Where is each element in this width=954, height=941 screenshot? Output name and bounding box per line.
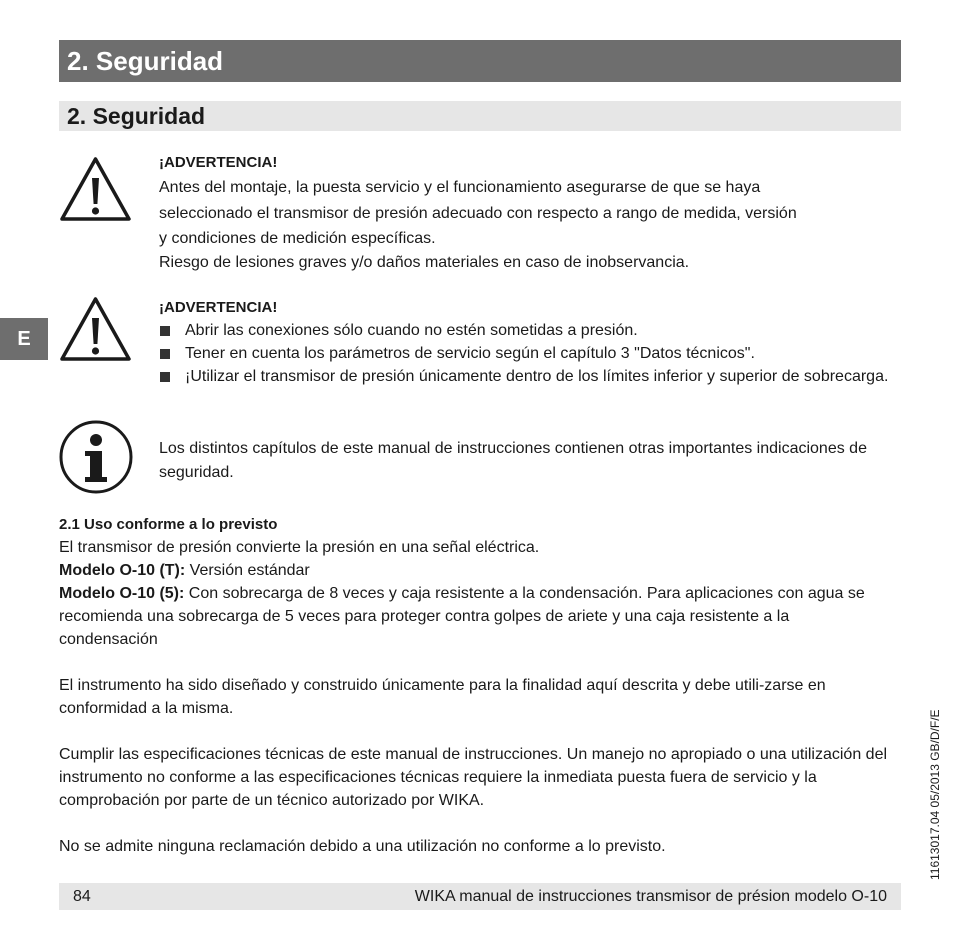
warning-text-line: seleccionado el transmisor de presión adecuado con respecto a rango de medida, versión xyxy=(159,205,797,222)
warning-text-line: Riesgo de lesiones graves y/o daños materiales en caso de inobservancia. xyxy=(159,254,690,271)
warning-text-line: y condiciones de medición específicas. xyxy=(159,230,436,247)
warning-title: ¡ADVERTENCIA! xyxy=(159,154,278,171)
paragraph: No se admite ninguna reclamación debido a una utilización no conforme a lo previsto. xyxy=(59,838,666,855)
model-text: Versión estándar xyxy=(185,562,310,579)
square-bullet-icon xyxy=(160,326,170,336)
info-icon xyxy=(58,419,134,495)
list-item-text: Tener en cuenta los parámetros de servicio según el capítulo 3 "Datos técnicos". xyxy=(185,345,755,362)
warning-triangle-icon xyxy=(59,296,132,362)
model-line xyxy=(59,582,904,651)
list-item-text: Abrir las conexiones sólo cuando no estén sometidas a presión. xyxy=(185,322,638,339)
list-item xyxy=(159,365,904,388)
square-bullet-icon xyxy=(160,349,170,359)
warning-text-line: Antes del montaje, la puesta servicio y el funcionamiento asegurarse de que se haya xyxy=(159,179,761,196)
page-footer xyxy=(59,883,901,910)
warning-block-2 xyxy=(159,298,904,388)
footer-title: WIKA manual de instrucciones transmisor de présion modelo O-10 xyxy=(414,888,887,905)
document-number: 11613017.04 05/2013 GB/D/F/E xyxy=(928,709,942,880)
info-text: Los distintos capítulos de este manual de instrucciones contienen otras importantes indicaciones de seguridad. xyxy=(159,440,867,481)
paragraph: El instrumento ha sido diseñado y construido únicamente para la finalidad aquí descrita y debe utili-zarse en conformidad a la misma. xyxy=(59,677,826,717)
model-text: Con sobrecarga de 8 veces y caja resistente a la condensación. Para aplicaciones con agua se recomienda una sobrecarga de 5 veces para proteger contra golpes de ariete y una caja resistente a la condensación xyxy=(59,585,865,648)
warning-triangle-icon xyxy=(59,156,132,222)
list-item-text: ¡Utilizar el transmisor de presión únicamente dentro de los límites inferior y superior de sobrecarga. xyxy=(185,368,889,385)
model-line xyxy=(59,559,904,582)
section-title: 2. Seguridad xyxy=(59,101,901,131)
paragraph: El transmisor de presión convierte la presión en una señal eléctrica. xyxy=(59,539,540,556)
page-number: 84 xyxy=(73,888,91,905)
language-tab: E xyxy=(0,318,48,360)
square-bullet-icon xyxy=(160,372,170,382)
list-item xyxy=(159,319,904,342)
paragraph: Cumplir las especificaciones técnicas de este manual de instrucciones. Un manejo no apropiado o una utilización del instrumento no conforme a las especificaciones técnicas requiere la inmediata puesta fuera de servicio y la comprobación por parte de un técnico autorizado por WIKA. xyxy=(59,746,888,809)
list-item xyxy=(159,342,904,365)
model-label: Modelo O-10 (5): xyxy=(59,585,185,602)
warning-title: ¡ADVERTENCIA! xyxy=(159,299,278,316)
model-label: Modelo O-10 (T): xyxy=(59,562,186,579)
intended-use-section xyxy=(59,513,904,858)
page-header-title: 2. Seguridad xyxy=(59,40,901,82)
subsection-heading: 2.1 Uso conforme a lo previsto xyxy=(59,516,278,533)
warning-block-1 xyxy=(159,153,904,275)
